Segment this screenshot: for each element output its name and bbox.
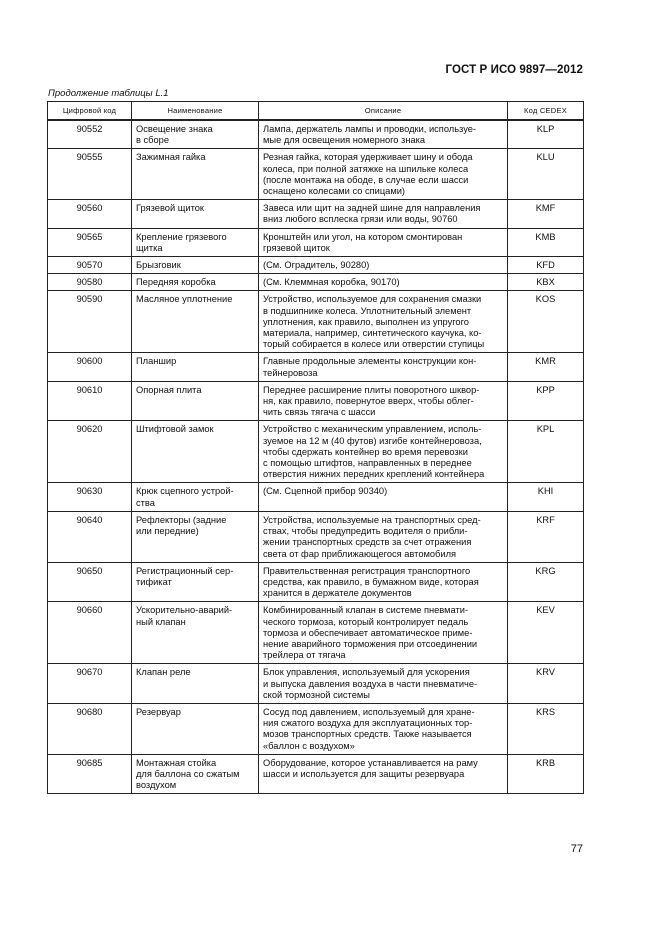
- cedex-code-cell: [508, 353, 584, 381]
- code-cell: [48, 511, 132, 562]
- name-cell: [132, 754, 259, 794]
- table-row: [48, 274, 584, 291]
- name-cell: [132, 120, 259, 149]
- table-row: [48, 291, 584, 353]
- name-cell-text: Масляное уплотнение: [136, 294, 233, 305]
- description-cell-text: Правительственная регистрация транспортного средства, как правило, в бумажном виде, которая хранится в держателе документов: [263, 565, 479, 599]
- table-row: [48, 483, 584, 511]
- code-cell-text: 90650: [76, 565, 103, 576]
- name-cell: [132, 381, 259, 421]
- name-cell-text: Крюк сцепного устрой- ства: [136, 486, 234, 508]
- description-cell-text: Резная гайка, которая удерживает шину и обода колеса, при полной затяжке на шпильке колеса (после монтажа на ободе, в случае если шасси оснащено колесами со спицами): [263, 152, 473, 197]
- code-cell-text: 90620: [76, 424, 103, 435]
- description-cell: [259, 353, 508, 381]
- cedex-code-cell-text: KPL: [536, 424, 555, 435]
- name-cell: [132, 291, 259, 353]
- description-cell-text: (См. Оградитель, 90280): [263, 260, 370, 271]
- name-cell-text: Регистрационный сер- тификат: [136, 565, 234, 587]
- code-cell-text: 90580: [76, 277, 103, 288]
- name-cell: [132, 483, 259, 511]
- column-header-code: Цифровой код: [48, 102, 132, 121]
- description-cell-text: Устройство, используемое для сохранения смазки в подшипнике колеса. Уплотнительный элемент уплотнения, как правило, выполнен из упругого материала, например, синтетического каучука, ко- торый собирается в колесе или отверстии ступицы: [263, 294, 485, 350]
- description-cell-text: Оборудование, которое устанавливается на раму шасси и используется для защиты резервуара: [263, 757, 478, 779]
- cedex-code-cell-text: KPP: [536, 384, 555, 395]
- cedex-code-cell-text: KRB: [535, 757, 556, 768]
- code-cell: [48, 664, 132, 704]
- description-cell: [259, 703, 508, 754]
- description-cell: [259, 149, 508, 200]
- table-header-row: [48, 102, 584, 121]
- description-cell-text: (См. Клеммная коробка, 90170): [263, 277, 400, 288]
- cedex-code-cell: [508, 602, 584, 664]
- cedex-code-cell: [508, 291, 584, 353]
- code-cell: [48, 120, 132, 149]
- description-cell: [259, 511, 508, 562]
- description-cell: [259, 120, 508, 149]
- cedex-code-cell: [508, 483, 584, 511]
- code-cell-text: 90570: [76, 260, 103, 271]
- cedex-code-cell: [508, 511, 584, 562]
- name-cell: [132, 257, 259, 274]
- code-cell-text: 90552: [76, 124, 103, 134]
- code-cell-text: 90680: [76, 706, 103, 717]
- code-cell: [48, 228, 132, 256]
- code-cell: [48, 483, 132, 511]
- name-cell: [132, 602, 259, 664]
- description-cell: [259, 381, 508, 421]
- description-cell: [259, 562, 508, 602]
- code-cell-text: 90590: [76, 294, 103, 305]
- name-cell-text: Штифтовой замок: [136, 424, 214, 435]
- table-row: [48, 353, 584, 381]
- name-cell: [132, 421, 259, 483]
- name-cell: [132, 274, 259, 291]
- code-cell-text: 90630: [76, 486, 103, 497]
- name-cell: [132, 562, 259, 602]
- name-cell: [132, 228, 259, 256]
- column-header-description: Описание: [259, 102, 508, 121]
- description-cell-text: Сосуд под давлением, используемый для хране- ния сжатого воздуха для эксплуатационных тор- мозов транспортных средств. Также называется «баллон с воздухом»: [263, 706, 475, 751]
- table-row: [48, 562, 584, 602]
- name-cell-text: Передняя коробка: [136, 277, 216, 288]
- name-cell-text: Крепление грязевого щитка: [136, 231, 227, 253]
- column-header-name: Наименование: [132, 102, 259, 121]
- name-cell-text: Рефлекторы (задние или передние): [136, 514, 227, 537]
- name-cell: [132, 664, 259, 704]
- cedex-code-cell: [508, 703, 584, 754]
- description-cell-text: Комбинированный клапан в системе пневмати- ческого тормоза, который контролирует педаль тормоза и обеспечивает автоматическое приме- нение аварийного торможения при отсоединении трейлера от тягача: [263, 605, 478, 661]
- code-cell-text: 90670: [76, 667, 103, 678]
- description-cell: [259, 664, 508, 704]
- table-row: [48, 664, 584, 704]
- table-row: [48, 257, 584, 274]
- code-cell-text: 90660: [76, 605, 103, 616]
- code-cell: [48, 381, 132, 421]
- description-cell: [259, 421, 508, 483]
- cedex-code-cell-text: KHI: [537, 486, 554, 497]
- description-cell: [259, 257, 508, 274]
- name-cell-text: Освещение знака в сборе: [136, 124, 213, 146]
- name-cell-text: Клапан реле: [136, 667, 191, 678]
- code-cell-text: 90560: [76, 203, 103, 214]
- cedex-code-cell-text: KFD: [536, 260, 555, 271]
- cedex-code-cell: [508, 257, 584, 274]
- name-cell-text: Резервуар: [136, 706, 181, 717]
- cedex-code-cell-text: KMR: [535, 356, 556, 367]
- description-cell: [259, 291, 508, 353]
- name-cell: [132, 353, 259, 381]
- cedex-code-cell: [508, 562, 584, 602]
- name-cell: [132, 703, 259, 754]
- table-row: [48, 149, 584, 200]
- cedex-code-cell: [508, 381, 584, 421]
- cedex-code-cell-text: KOS: [535, 294, 556, 305]
- code-cell: [48, 200, 132, 228]
- name-cell: [132, 511, 259, 562]
- name-cell: [132, 200, 259, 228]
- name-cell-text: Брызговик: [136, 260, 181, 271]
- description-cell-text: Главные продольные элементы конструкции кон- тейнеровоза: [263, 356, 477, 378]
- table-body: [48, 120, 584, 794]
- name-cell-text: Ускорительно-аварий- ный клапан: [136, 605, 233, 627]
- table-row: [48, 703, 584, 754]
- description-cell-text: Блок управления, используемый для ускорения и выпуска давления воздуха в части пневматиче- ской тормозной системы: [263, 667, 478, 700]
- table-caption: Продолжение таблицы L.1: [48, 88, 169, 99]
- cedex-code-cell: [508, 754, 584, 794]
- name-cell-text: Опорная плита: [136, 384, 202, 395]
- description-cell-text: Устройства, используемые на транспортных сред- ствах, чтобы предупредить водителя о прибли- жении транспортных средств за счет отражения света от фар приближающегося автомобиля: [263, 514, 481, 559]
- data-table: [47, 101, 584, 794]
- cedex-code-cell-text: KMF: [535, 203, 556, 214]
- document-header: ГОСТ Р ИСО 9897—2012: [445, 64, 583, 76]
- cedex-code-cell: [508, 664, 584, 704]
- cedex-code-cell-text: KRS: [535, 706, 556, 717]
- description-cell-text: Завеса или щит на задней шине для направления вниз любого всплеска грязи или воды, 90760: [263, 203, 481, 225]
- page-number: 77: [570, 843, 583, 855]
- table-row: [48, 381, 584, 421]
- name-cell: [132, 149, 259, 200]
- code-cell: [48, 257, 132, 274]
- cedex-code-cell-text: KLP: [536, 124, 555, 134]
- cedex-code-cell: [508, 149, 584, 200]
- cedex-code-cell-text: KRG: [535, 565, 556, 576]
- code-cell-text: 90555: [76, 152, 103, 163]
- cedex-code-cell-text: KMB: [535, 231, 556, 242]
- table-row: [48, 754, 584, 794]
- cedex-code-cell-text: KLU: [536, 152, 555, 163]
- code-cell-text: 90610: [76, 384, 103, 395]
- name-cell-text: Грязевой щиток: [136, 203, 204, 214]
- description-cell: [259, 228, 508, 256]
- table-row: [48, 602, 584, 664]
- name-cell-text: Зажимная гайка: [136, 152, 206, 163]
- description-cell-text: Переднее расширение плиты поворотного шквор- ня, как правило, повернутое вверх, чтобы облег- чить связь тягача с шасси: [263, 384, 480, 418]
- column-header-cedex: Код CEDEX: [508, 102, 584, 121]
- description-cell: [259, 274, 508, 291]
- code-cell: [48, 274, 132, 291]
- description-cell: [259, 754, 508, 794]
- code-cell: [48, 602, 132, 664]
- table-row: [48, 511, 584, 562]
- code-cell: [48, 754, 132, 794]
- code-cell: [48, 291, 132, 353]
- cedex-code-cell: [508, 120, 584, 149]
- cedex-code-cell: [508, 274, 584, 291]
- table-row: [48, 120, 584, 149]
- cedex-code-cell-text: KEV: [536, 605, 555, 616]
- code-cell-text: 90640: [76, 514, 103, 525]
- description-cell-text: Лампа, держатель лампы и проводки, используе- мые для освещения номерного знака: [263, 124, 477, 146]
- cedex-code-cell: [508, 200, 584, 228]
- cedex-code-cell-text: KRF: [536, 514, 555, 525]
- description-cell-text: Кронштейн или угол, на котором смонтирован грязевой щиток: [263, 231, 463, 253]
- code-cell: [48, 149, 132, 200]
- table-row: [48, 421, 584, 483]
- cedex-code-cell: [508, 421, 584, 483]
- cedex-code-cell: [508, 228, 584, 256]
- code-cell: [48, 703, 132, 754]
- name-cell-text: Планшир: [136, 356, 177, 367]
- table-row: [48, 228, 584, 256]
- cedex-code-cell-text: KRV: [536, 667, 555, 678]
- code-cell-text: 90600: [76, 356, 103, 367]
- description-cell-text: Устройство с механическим управлением, исполь- зуемое на 12 м (40 футов) изгибе контейнеровоза, чтобы сдержать контейнер во время перевозки с помощью штифтов, направленных в переднее отверстия нижних передних креплений контейнера: [263, 424, 485, 480]
- code-cell-text: 90565: [76, 231, 103, 242]
- code-cell-text: 90685: [76, 757, 103, 768]
- cedex-code-cell-text: KBX: [536, 277, 555, 288]
- code-cell: [48, 353, 132, 381]
- description-cell-text: (См. Сцепной прибор 90340): [263, 486, 388, 497]
- description-cell: [259, 483, 508, 511]
- description-cell: [259, 200, 508, 228]
- code-cell: [48, 562, 132, 602]
- name-cell-text: Монтажная стойка для баллона со сжатым воздухом: [136, 757, 240, 791]
- description-cell: [259, 602, 508, 664]
- table-row: [48, 200, 584, 228]
- code-cell: [48, 421, 132, 483]
